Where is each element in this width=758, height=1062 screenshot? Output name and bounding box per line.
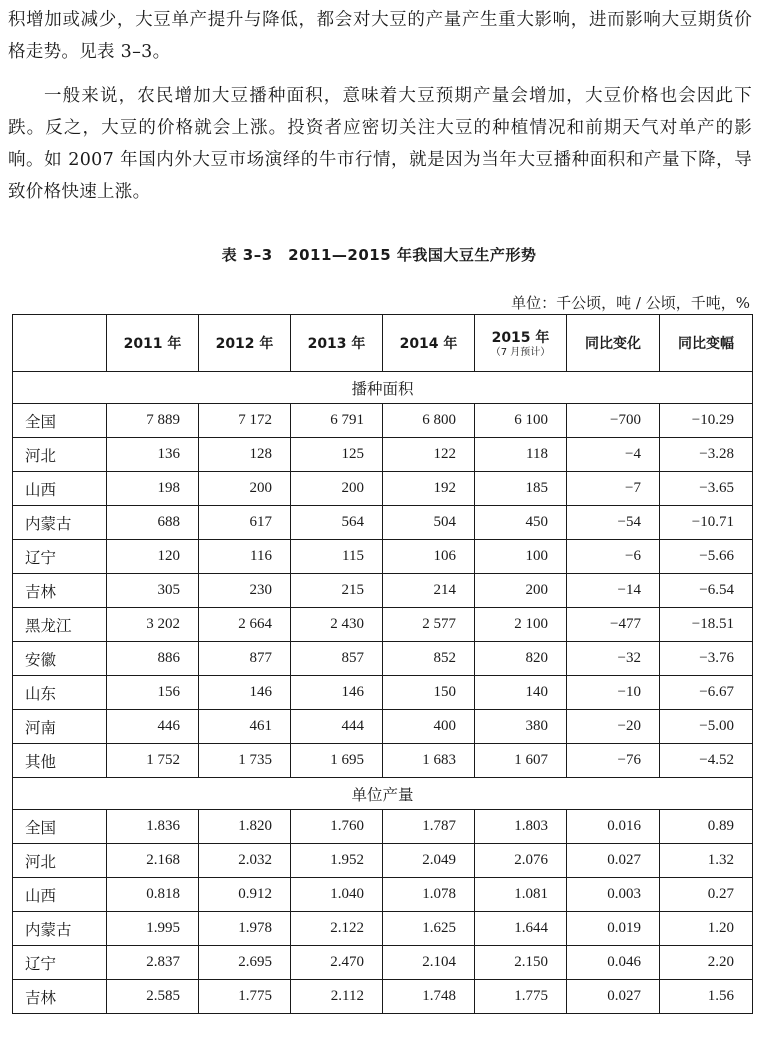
table-cell: 3 202 bbox=[107, 608, 199, 642]
table-cell: 136 bbox=[107, 438, 199, 472]
table-cell: 2.470 bbox=[291, 946, 383, 980]
table-cell: 1 695 bbox=[291, 744, 383, 778]
soybean-production-table bbox=[12, 314, 753, 1014]
table-cell: 886 bbox=[107, 642, 199, 676]
table-cell: −3.28 bbox=[660, 438, 753, 472]
region-name: 黑龙江 bbox=[13, 608, 107, 642]
table-cell: 1.803 bbox=[475, 810, 567, 844]
table-cell: −700 bbox=[567, 404, 660, 438]
table-row bbox=[13, 574, 753, 608]
table-cell: 146 bbox=[291, 676, 383, 710]
table-cell: −14 bbox=[567, 574, 660, 608]
table-cell: 380 bbox=[475, 710, 567, 744]
table-cell: −32 bbox=[567, 642, 660, 676]
table-cell: 2.076 bbox=[475, 844, 567, 878]
region-name: 其他 bbox=[13, 744, 107, 778]
table-cell: −6.67 bbox=[660, 676, 753, 710]
table-cell: 446 bbox=[107, 710, 199, 744]
table-cell: −6.54 bbox=[660, 574, 753, 608]
body-paragraph-2: 一般来说，农民增加大豆播种面积，意味着大豆预期产量会增加，大豆价格也会因此下跌。反之，大豆的价格就会上涨。投资者应密切关注大豆的种植情况和前期天气对单产的影响。如 2007 年国内外大豆市场演绎的牛市行情，就是因为当年大豆播种面积和产量下降，导致价格快速上涨。 bbox=[8, 86, 752, 202]
table-row bbox=[13, 810, 753, 844]
table-cell: 1 752 bbox=[107, 744, 199, 778]
table-cell: −20 bbox=[567, 710, 660, 744]
table-cell: 1.081 bbox=[475, 878, 567, 912]
table-cell: 128 bbox=[199, 438, 291, 472]
table-cell: 305 bbox=[107, 574, 199, 608]
table-cell: 1.787 bbox=[383, 810, 475, 844]
table-cell: 461 bbox=[199, 710, 291, 744]
region-name: 吉林 bbox=[13, 980, 107, 1014]
table-cell: 200 bbox=[291, 472, 383, 506]
table-row bbox=[13, 608, 753, 642]
table-row bbox=[13, 540, 753, 574]
region-name: 安徽 bbox=[13, 642, 107, 676]
section-title: 单位产量 bbox=[13, 778, 753, 810]
table-cell: 820 bbox=[475, 642, 567, 676]
table-cell: 617 bbox=[199, 506, 291, 540]
table-cell: 504 bbox=[383, 506, 475, 540]
unit-note: 单位：千公顷，吨 / 公顷，千吨，% bbox=[511, 294, 750, 312]
table-cell: 688 bbox=[107, 506, 199, 540]
column-header-2015 bbox=[475, 315, 567, 372]
table-cell: 2.049 bbox=[383, 844, 475, 878]
table-cell: 1.952 bbox=[291, 844, 383, 878]
column-header: 2012 年 bbox=[199, 315, 291, 372]
table-cell: 2.112 bbox=[291, 980, 383, 1014]
table-cell: 1.760 bbox=[291, 810, 383, 844]
region-name: 全国 bbox=[13, 810, 107, 844]
table-cell: 115 bbox=[291, 540, 383, 574]
region-name: 内蒙古 bbox=[13, 506, 107, 540]
table-cell: 1.644 bbox=[475, 912, 567, 946]
table-cell: −18.51 bbox=[660, 608, 753, 642]
table-cell: 2.837 bbox=[107, 946, 199, 980]
table-body bbox=[13, 372, 753, 1014]
table-cell: 120 bbox=[107, 540, 199, 574]
region-name: 山西 bbox=[13, 472, 107, 506]
table-cell: 100 bbox=[475, 540, 567, 574]
table-row bbox=[13, 642, 753, 676]
table-cell: 0.019 bbox=[567, 912, 660, 946]
table-cell: 2.032 bbox=[199, 844, 291, 878]
table-row bbox=[13, 472, 753, 506]
column-header: 2011 年 bbox=[107, 315, 199, 372]
region-name: 辽宁 bbox=[13, 946, 107, 980]
column-header: 2013 年 bbox=[291, 315, 383, 372]
table-cell: −54 bbox=[567, 506, 660, 540]
table-cell: 2 100 bbox=[475, 608, 567, 642]
table-cell: 215 bbox=[291, 574, 383, 608]
table-cell: 200 bbox=[475, 574, 567, 608]
region-name: 河南 bbox=[13, 710, 107, 744]
table-cell: 2 430 bbox=[291, 608, 383, 642]
column-header: 2014 年 bbox=[383, 315, 475, 372]
table-cell: 2.104 bbox=[383, 946, 475, 980]
table-cell: −76 bbox=[567, 744, 660, 778]
table-cell: 0.027 bbox=[567, 980, 660, 1014]
table-cell: 400 bbox=[383, 710, 475, 744]
table-cell: 1.32 bbox=[660, 844, 753, 878]
table-cell: 2 577 bbox=[383, 608, 475, 642]
region-name: 河北 bbox=[13, 438, 107, 472]
column-header: 同比变化 bbox=[567, 315, 660, 372]
table-row bbox=[13, 676, 753, 710]
table-cell: 1 735 bbox=[199, 744, 291, 778]
table-cell: 444 bbox=[291, 710, 383, 744]
table-cell: 1.836 bbox=[107, 810, 199, 844]
table-row bbox=[13, 438, 753, 472]
table-cell: 2.122 bbox=[291, 912, 383, 946]
table-row bbox=[13, 912, 753, 946]
table-cell: 2.168 bbox=[107, 844, 199, 878]
table-row bbox=[13, 946, 753, 980]
table-cell: 2.20 bbox=[660, 946, 753, 980]
column-header bbox=[13, 315, 107, 372]
table-cell: 0.046 bbox=[567, 946, 660, 980]
table-cell: 857 bbox=[291, 642, 383, 676]
table-cell: −3.65 bbox=[660, 472, 753, 506]
table-cell: 2.150 bbox=[475, 946, 567, 980]
table-cell: 1 683 bbox=[383, 744, 475, 778]
table-cell: 214 bbox=[383, 574, 475, 608]
table-row bbox=[13, 404, 753, 438]
table-cell: −477 bbox=[567, 608, 660, 642]
body-paragraph-1: 积增加或减少，大豆单产提升与降低，都会对大豆的产量产生重大影响，进而影响大豆期货价格走势。见表 3–3。 bbox=[8, 10, 752, 62]
table-cell: 230 bbox=[199, 574, 291, 608]
section-row bbox=[13, 372, 753, 404]
table-cell: 6 800 bbox=[383, 404, 475, 438]
table-cell: 0.89 bbox=[660, 810, 753, 844]
table-cell: 125 bbox=[291, 438, 383, 472]
table-cell: 1.820 bbox=[199, 810, 291, 844]
table-cell: 877 bbox=[199, 642, 291, 676]
table-cell: 2.695 bbox=[199, 946, 291, 980]
table-cell: −4 bbox=[567, 438, 660, 472]
table-cell: −6 bbox=[567, 540, 660, 574]
table-row bbox=[13, 506, 753, 540]
table-cell: 140 bbox=[475, 676, 567, 710]
table-cell: 122 bbox=[383, 438, 475, 472]
table-cell: −5.66 bbox=[660, 540, 753, 574]
table-cell: 0.912 bbox=[199, 878, 291, 912]
table-cell: 1.20 bbox=[660, 912, 753, 946]
table-cell: 146 bbox=[199, 676, 291, 710]
table-cell: 200 bbox=[199, 472, 291, 506]
table-cell: 1.56 bbox=[660, 980, 753, 1014]
table-caption: 表 3–3 2011—2015 年我国大豆生产形势 bbox=[221, 246, 537, 264]
table-cell: 0.016 bbox=[567, 810, 660, 844]
table-cell: 1.775 bbox=[199, 980, 291, 1014]
table-cell: 1.625 bbox=[383, 912, 475, 946]
region-name: 山西 bbox=[13, 878, 107, 912]
region-name: 内蒙古 bbox=[13, 912, 107, 946]
table-cell: 185 bbox=[475, 472, 567, 506]
table-cell: 1.775 bbox=[475, 980, 567, 1014]
table-cell: 1 607 bbox=[475, 744, 567, 778]
table-cell: −5.00 bbox=[660, 710, 753, 744]
table-cell: 198 bbox=[107, 472, 199, 506]
table-cell: 192 bbox=[383, 472, 475, 506]
table-cell: −10.71 bbox=[660, 506, 753, 540]
column-header-2015-label: 2015 年 bbox=[491, 330, 550, 346]
table-row bbox=[13, 980, 753, 1014]
table-cell: 1.995 bbox=[107, 912, 199, 946]
table-cell: 1.978 bbox=[199, 912, 291, 946]
region-name: 吉林 bbox=[13, 574, 107, 608]
table-cell: 1.040 bbox=[291, 878, 383, 912]
table-cell: 852 bbox=[383, 642, 475, 676]
table-cell: −10 bbox=[567, 676, 660, 710]
table-row bbox=[13, 710, 753, 744]
section-title: 播种面积 bbox=[13, 372, 753, 404]
table-cell: 116 bbox=[199, 540, 291, 574]
table-cell: 6 100 bbox=[475, 404, 567, 438]
table-cell: 6 791 bbox=[291, 404, 383, 438]
table-cell: 1.078 bbox=[383, 878, 475, 912]
table-cell: −10.29 bbox=[660, 404, 753, 438]
table-cell: 564 bbox=[291, 506, 383, 540]
table-cell: 106 bbox=[383, 540, 475, 574]
table-cell: 0.003 bbox=[567, 878, 660, 912]
table-row bbox=[13, 744, 753, 778]
table-cell: −7 bbox=[567, 472, 660, 506]
region-name: 全国 bbox=[13, 404, 107, 438]
region-name: 辽宁 bbox=[13, 540, 107, 574]
table-cell: 118 bbox=[475, 438, 567, 472]
column-header-2015-note: （7 月预计） bbox=[490, 347, 551, 358]
table-cell: −3.76 bbox=[660, 642, 753, 676]
table-row bbox=[13, 878, 753, 912]
section-row bbox=[13, 778, 753, 810]
table-cell: 1.748 bbox=[383, 980, 475, 1014]
region-name: 河北 bbox=[13, 844, 107, 878]
table-cell: 7 172 bbox=[199, 404, 291, 438]
column-header: 同比变幅 bbox=[660, 315, 753, 372]
table-cell: 2 664 bbox=[199, 608, 291, 642]
table-cell: 0.027 bbox=[567, 844, 660, 878]
region-name: 山东 bbox=[13, 676, 107, 710]
table-cell: 450 bbox=[475, 506, 567, 540]
table-cell: 150 bbox=[383, 676, 475, 710]
table-row bbox=[13, 844, 753, 878]
header-row bbox=[13, 315, 753, 372]
table-cell: 7 889 bbox=[107, 404, 199, 438]
table-cell: 156 bbox=[107, 676, 199, 710]
table-cell: −4.52 bbox=[660, 744, 753, 778]
table-cell: 2.585 bbox=[107, 980, 199, 1014]
table-cell: 0.818 bbox=[107, 878, 199, 912]
table-cell: 0.27 bbox=[660, 878, 753, 912]
